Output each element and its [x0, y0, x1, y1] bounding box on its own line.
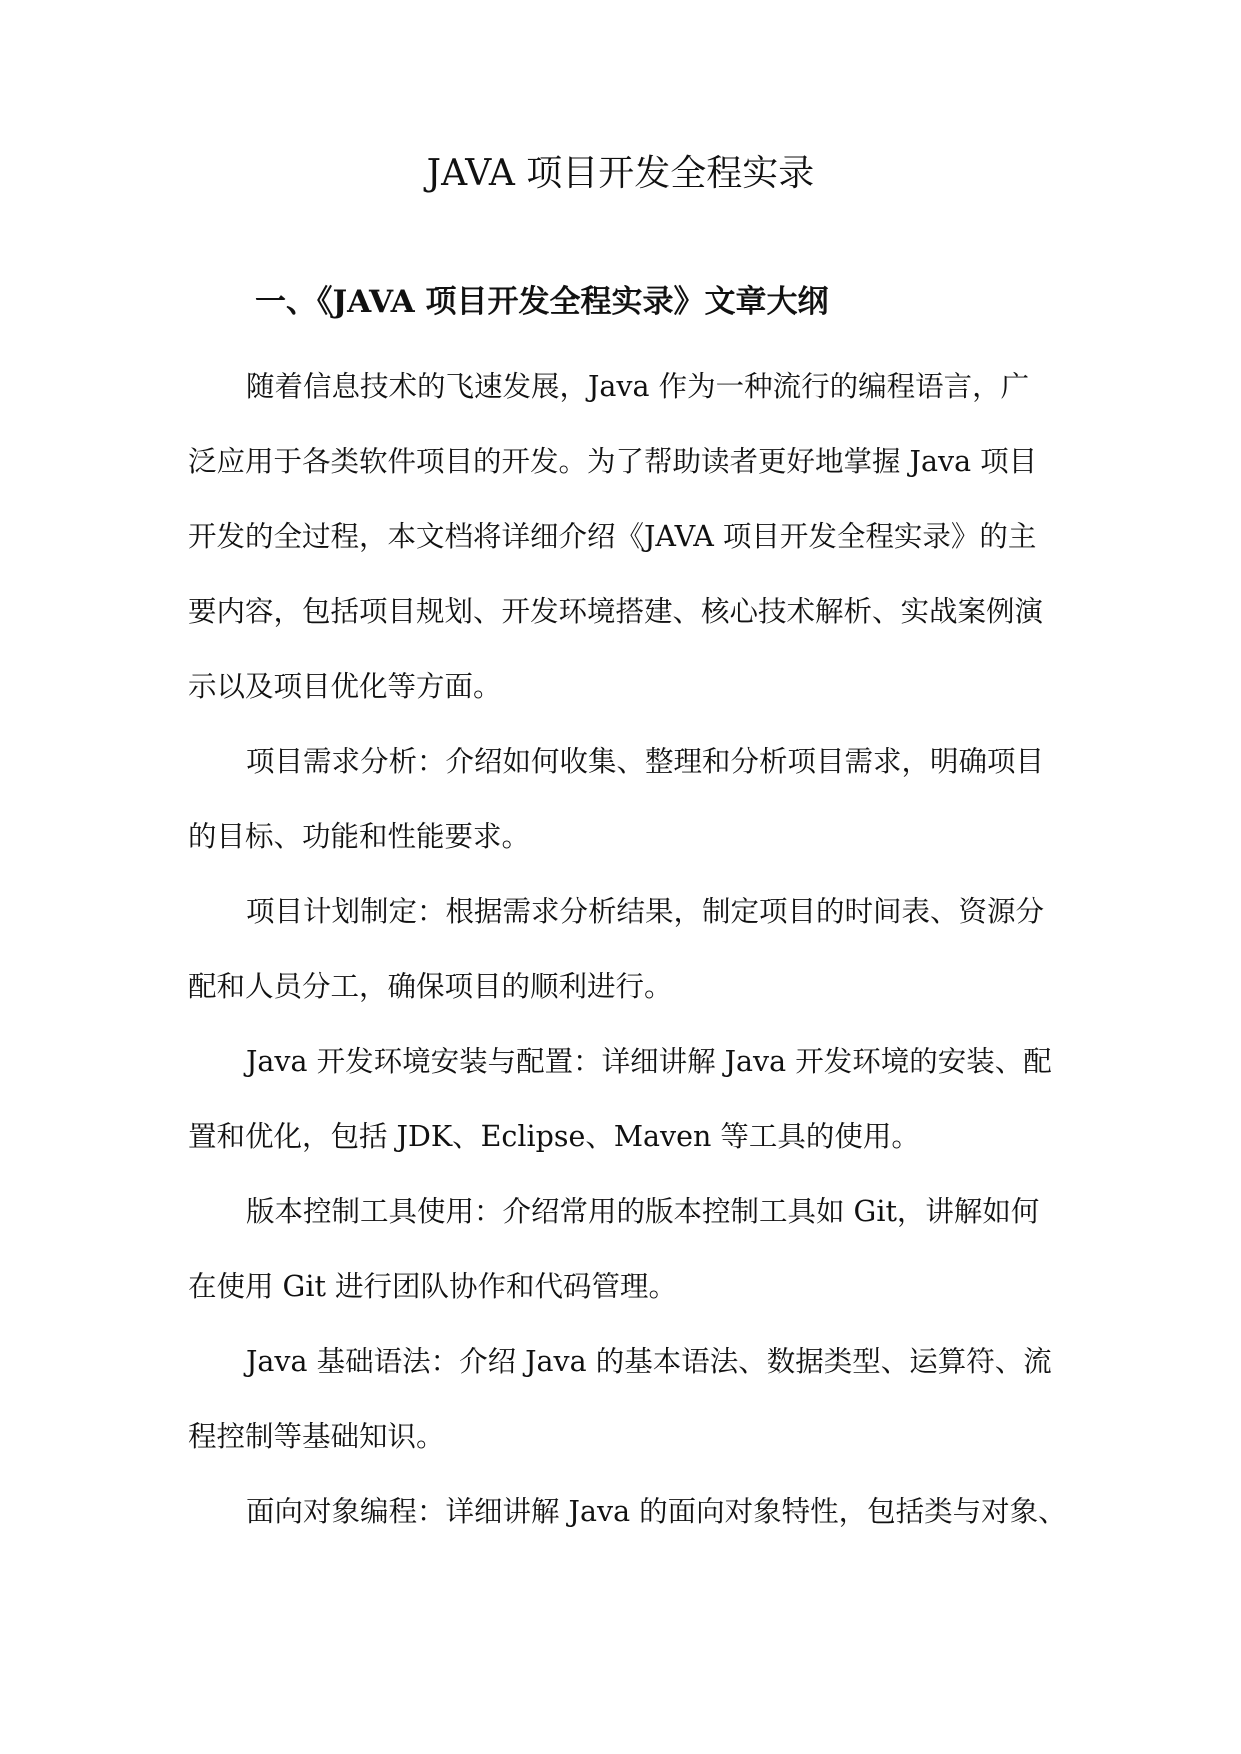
paragraph-intro-line-5: 示以及项目优化等方面。 — [188, 670, 502, 703]
paragraph-version-control-line-2: 在使用 Git 进行团队协作和代码管理。 — [188, 1270, 677, 1303]
paragraph-basic-syntax-line-2: 程控制等基础知识。 — [188, 1420, 445, 1453]
document-body — [188, 362, 1067, 1562]
paragraph-version-control-line-1: 版本控制工具使用：介绍常用的版本控制工具如 Git，讲解如何 — [246, 1195, 1040, 1228]
paragraph-oop-line-1: 面向对象编程：详细讲解 Java 的面向对象特性，包括类与对象、 — [246, 1495, 1067, 1528]
paragraph-intro-line-3: 开发的全过程，本文档将详细介绍《JAVA 项目开发全程实录》的主 — [188, 520, 1037, 553]
paragraph-intro-line-2: 泛应用于各类软件项目的开发。为了帮助读者更好地掌握 Java 项目 — [188, 445, 1038, 478]
paragraph-planning-line-1: 项目计划制定：根据需求分析结果，制定项目的时间表、资源分 — [246, 895, 1045, 928]
paragraph-environment-line-2: 置和优化，包括 JDK、Eclipse、Maven 等工具的使用。 — [188, 1120, 920, 1153]
paragraph-environment-line-1: Java 开发环境安装与配置：详细讲解 Java 开发环境的安装、配 — [246, 1045, 1052, 1078]
section-heading-outline: 一、《JAVA 项目开发全程实录》文章大纲 — [255, 284, 829, 320]
document-title: JAVA 项目开发全程实录 — [426, 153, 815, 194]
paragraph-basic-syntax-line-1: Java 基础语法：介绍 Java 的基本语法、数据类型、运算符、流 — [246, 1345, 1052, 1378]
paragraph-requirements-line-2: 的目标、功能和性能要求。 — [188, 820, 531, 853]
paragraph-intro-line-1: 随着信息技术的飞速发展，Java 作为一种流行的编程语言，广 — [246, 370, 1030, 403]
paragraph-planning-line-2: 配和人员分工，确保项目的顺利进行。 — [188, 970, 673, 1003]
paragraph-requirements-line-1: 项目需求分析：介绍如何收集、整理和分析项目需求，明确项目 — [246, 745, 1045, 778]
paragraph-intro-line-4: 要内容，包括项目规划、开发环境搭建、核心技术解析、实战案例演 — [188, 595, 1044, 628]
